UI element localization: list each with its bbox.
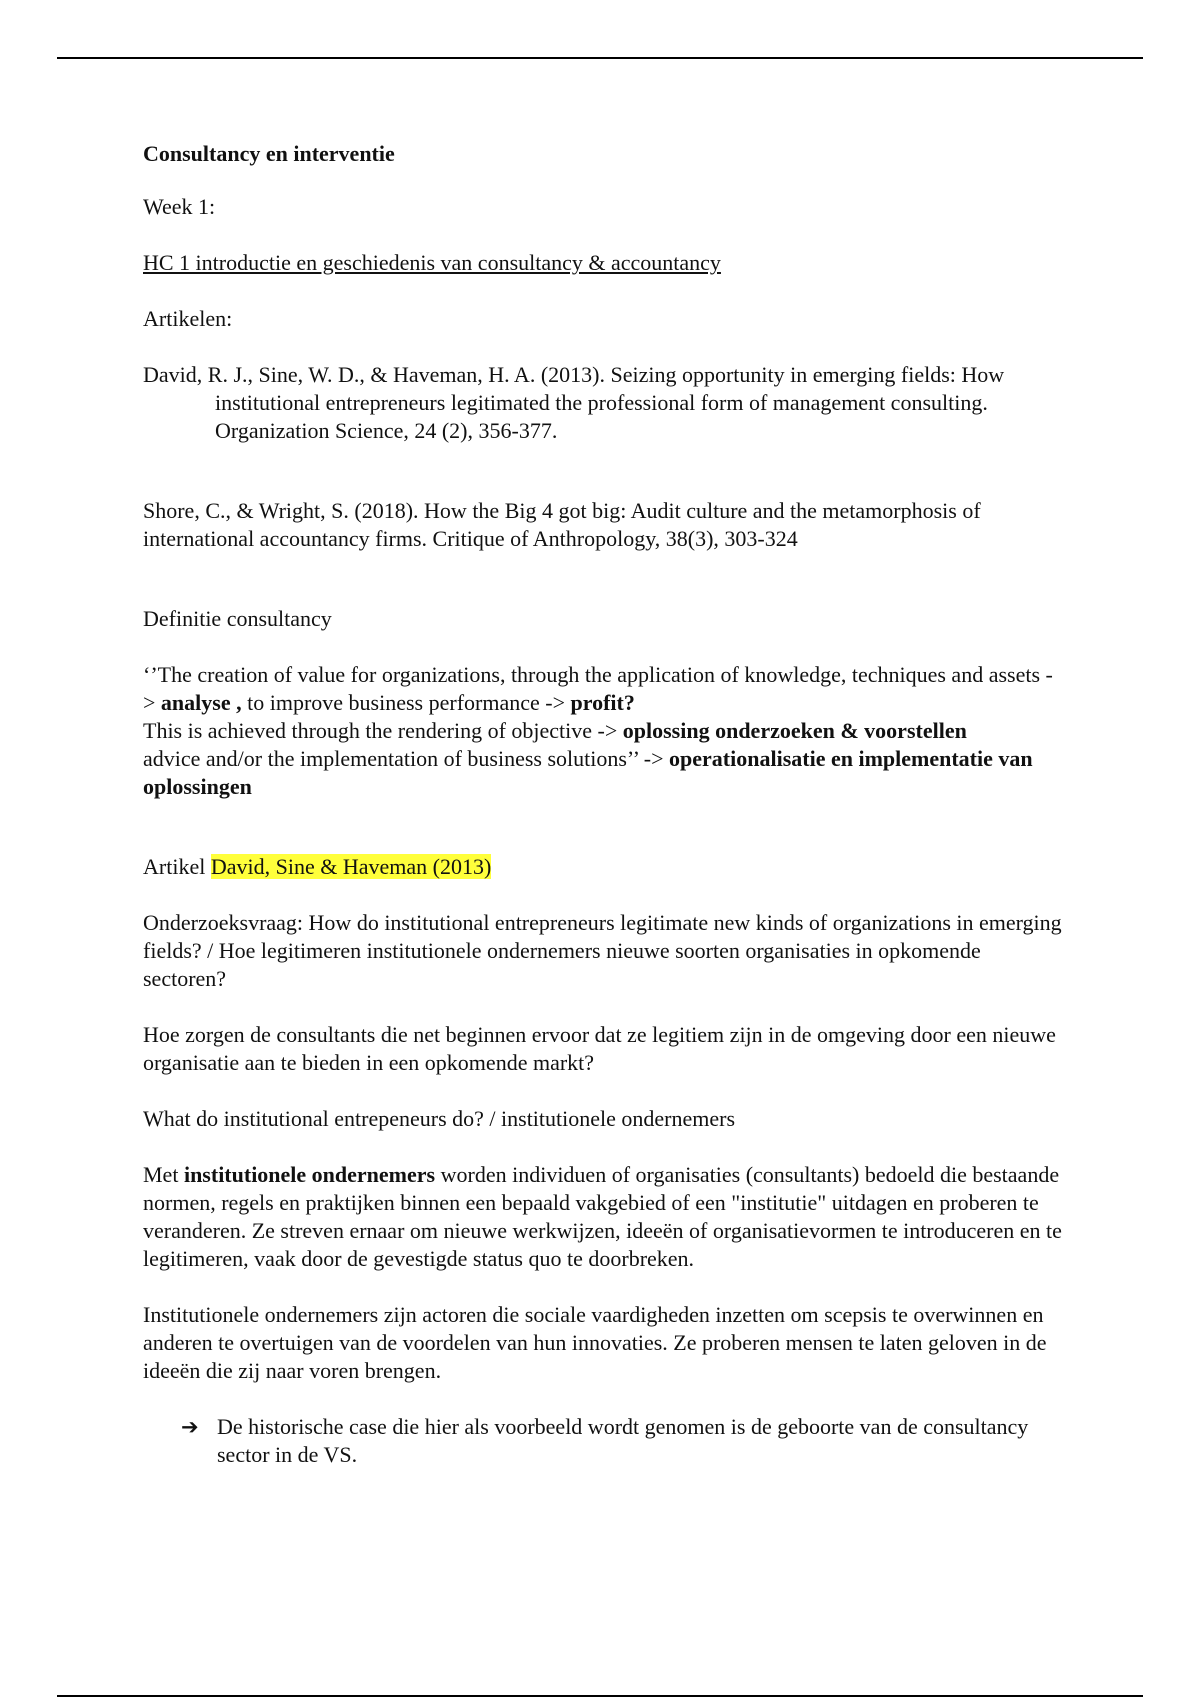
document-title: Consultancy en interventie — [143, 141, 395, 166]
week-label: Week 1: — [143, 194, 216, 219]
definition-quote — [143, 661, 1063, 801]
definition-text-3: This is achieved through the rendering of objective -> — [143, 718, 623, 743]
para1-bold: institutionele ondernemers — [183, 1162, 436, 1187]
definition-text-4: advice and/or the implementation of business solutions’’ -> — [143, 746, 670, 771]
lecture-heading: HC 1 introductie en geschiedenis van consultancy & accountancy — [143, 250, 721, 275]
definition-bold-oplossing: oplossing onderzoeken & voorstellen — [622, 718, 967, 743]
para1-pre: Met — [143, 1162, 184, 1187]
definition-bold-analyse: analyse , — [160, 690, 242, 715]
header-rule — [57, 57, 1143, 59]
question-entrepreneurs: What do institutional entrepeneurs do? / institutionele ondernemers — [143, 1106, 736, 1131]
reference-shore: Shore, C., & Wright, S. (2018). How the Big 4 got big: Audit culture and the metamorphosis of international accountancy firms. Critique of Anthropology, 38(3), 303-324 — [143, 498, 981, 551]
arrow-right-icon: ➔ — [181, 1415, 199, 1439]
question-legitimacy: Hoe zorgen de consultants die net beginnen ervoor dat ze legitiem zijn in de omgeving door een nieuwe organisatie aan te bieden in een opkomende markt? — [143, 1022, 1056, 1075]
definition-text-1: ‘’The creation of value for organizations, through the application of knowledge, techniques and assets -> — [143, 662, 1053, 715]
article-label: Artikel — [143, 854, 211, 879]
definition-text-2: to improve business performance -> — [241, 690, 571, 715]
bullet-text: De historische case die hier als voorbeeld wordt genomen is de geboorte van de consultancy sector in de VS. — [217, 1414, 1029, 1467]
article-heading — [143, 853, 1063, 881]
article-highlight: David, Sine & Haveman (2013) — [210, 854, 492, 879]
bullet-item — [143, 1413, 1063, 1469]
definition-bold-profit: profit? — [570, 690, 635, 715]
paragraph-actors: Institutionele ondernemers zijn actoren die sociale vaardigheden inzetten om scepsis te overwinnen en anderen te overtuigen van de voordelen van hun innovaties. Ze proberen mensen te laten geloven in de ideeën die zij naar voren brengen. — [143, 1302, 1047, 1383]
definition-bold-operationalisatie: operationalisatie en implementatie van oplossingen — [143, 746, 1033, 799]
reference-david: David, R. J., Sine, W. D., & Haveman, H. A. (2013). Seizing opportunity in emerging fields: How institutional entrepreneurs legitimated the professional form of management consulting. Organization Science, 24 (2), 356-377. — [143, 362, 1005, 443]
document-body — [143, 140, 1063, 1469]
para1-post: worden individuen of organisaties (consultants) bedoeld die bestaande normen, regels en praktijken binnen een bepaald vakgebied of een "institutie" uitdagen en proberen te veranderen. Ze streven ernaar om nieuwe werkwijzen, ideeën of organisatievormen te introduceren en te legitimeren, vaak door de gevestigde status quo te doorbreken. — [143, 1162, 1062, 1271]
articles-heading: Artikelen: — [143, 306, 233, 331]
paragraph-institutional-entrepreneurs — [143, 1161, 1063, 1273]
definition-heading: Definitie consultancy — [143, 606, 332, 631]
research-question: Onderzoeksvraag: How do institutional entrepreneurs legitimate new kinds of organizations in emerging fields? / Hoe legitimeren institutionele ondernemers nieuwe soorten organisaties in opkomende sectoren? — [143, 910, 1062, 991]
footer-rule — [57, 1695, 1143, 1697]
